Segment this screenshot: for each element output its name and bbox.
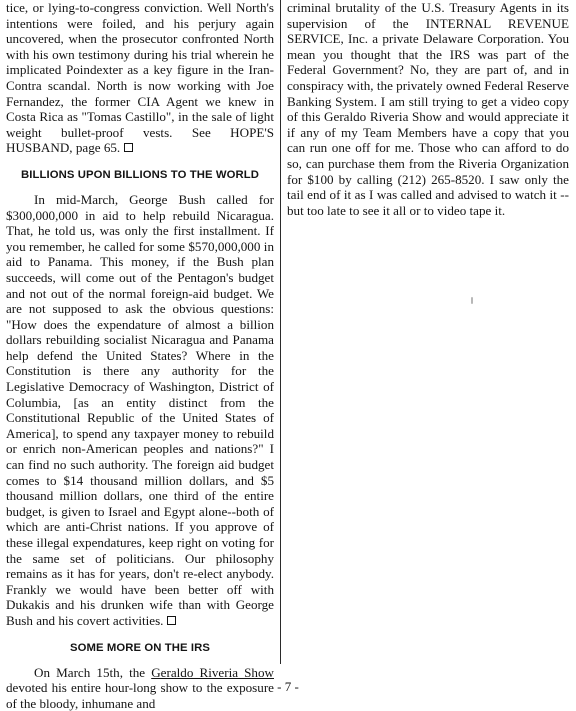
column-divider xyxy=(280,0,281,664)
heading-irs: SOME MORE ON THE IRS xyxy=(69,641,211,654)
left-column xyxy=(6,0,274,711)
right-column xyxy=(287,0,569,218)
paragraph-north-vests-text: tice, or lying-to-congress conviction. Well North's intentions were foiled, and his perjury again uncovered, when the prosecutor confronted North with his own testimony during his trial wherein he implicated Poindexter as a key figure in the Iran-Contra scandal. North is now working with Joe Fernandez, the former CIA Agent we knew in Costa Rica as "Tomas Castillo", in the sale of light weight bullet-proof vests. See HOPE'S HUSBAND, page 65. xyxy=(6,0,274,156)
page-number: - 7 - xyxy=(277,679,299,694)
paragraph-foreign-aid-text: In mid-March, George Bush called for $300,000,000 in aid to help rebuild Nicaragua. That, he told us, was only the first installment. If you remember, he called for some $570,000,000 in aid to Panama. This money, if the Bush plan succeeds, will come out of the Pentagon's budget and not out of the normal foreign-aid budget. We are not supposed to ask the obvious questions: "How does the expendature of almost a billion dollars rebuilding socialist Nicaragua and Panama help defend the United States? Where in the Constitution is there any authority for the Legislative Democracy of Washington, District of Columbia, [as an entity distinct from the Constitutional Republic of the United States of America], to spend any taxpayer money to rebuild or enrich non-American peoples and nations?" I can find no such authority. The foreign aid budget comes to $14 thousand million dollars, and $5 thousand million dollars, one third of the entire budget, is given to Israel and Egypt alone--both of which are anti-Christ nations. If you approve of these illegal expendatures, keep right on voting for the same set of politicians. Our philosophy remains as it has for years, don't re-elect anybody. Frankly we would have been better off with Dukakis and his drunken wife than with George Bush and his covert activities. xyxy=(6,191,274,628)
end-of-article-box-icon xyxy=(167,616,176,625)
paragraph-foreign-aid xyxy=(6,192,274,629)
show-title-underlined: Geraldo Riveria Show xyxy=(151,664,274,680)
end-of-article-box-icon xyxy=(124,143,133,152)
scan-speck xyxy=(471,297,473,304)
paragraph-geraldo-end: devoted his entire hour-long show to the exposure of the bloody, inhumane and xyxy=(6,680,274,711)
paragraph-geraldo-start: On March 15th, the xyxy=(34,664,152,680)
paragraph-irs-brutality: criminal brutality of the U.S. Treasury Agents in its supervision of the INTERNAL REVENUE SERVICE, Inc. a private Delaware Corporation. You mean you thought that the IRS was part of the Federal Government? No, they are part of, and in conspiracy with, the privately owned Federal Reserve Banking System. I am still trying to get a video copy of this Geraldo Riveria Show and would appreciate it if any of my Team Members have a copy that you can run one off for me. Those who can afford to do so, can purchase them from the Riveria Organization for $100 by calling (212) 265-8520. I saw only the tail end of it as I was called and advised to watch it -- but too late to see it all or to video tape it. xyxy=(287,0,569,218)
paragraph-north-vests xyxy=(6,0,274,156)
heading-billions: BILLIONS UPON BILLIONS TO THE WORLD xyxy=(20,168,259,181)
